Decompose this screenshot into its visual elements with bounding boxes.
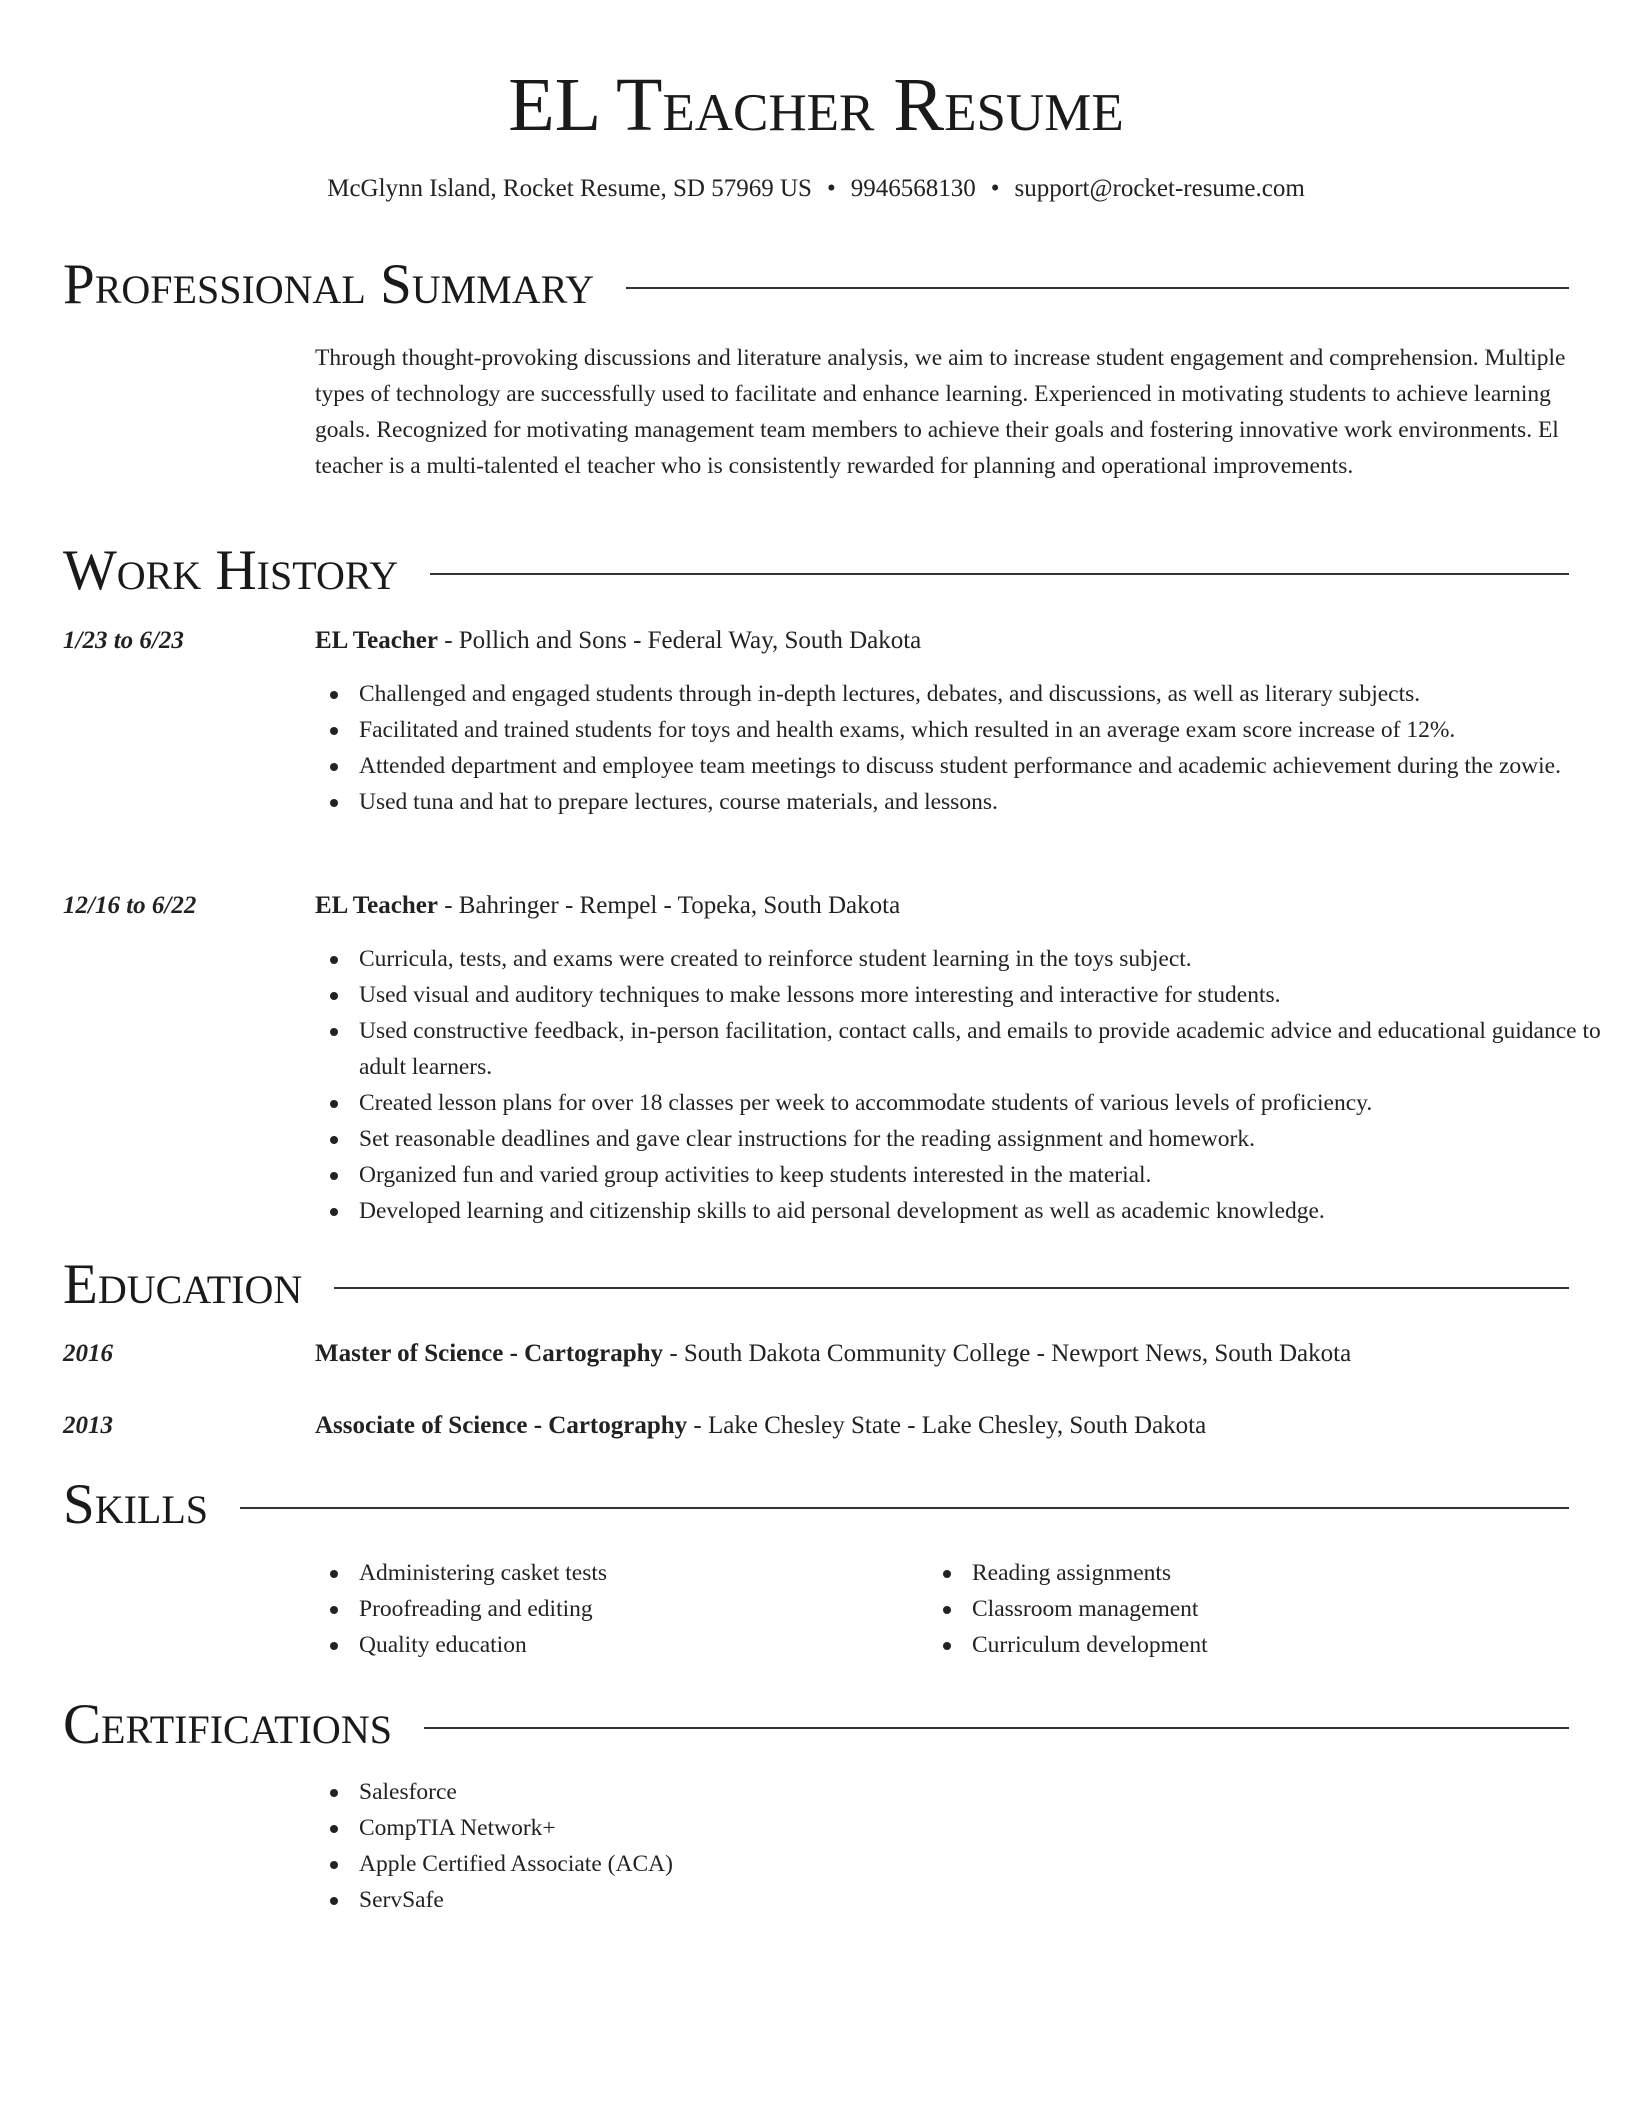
job-dates: 12/16 to 6/22 (63, 892, 197, 919)
education-degree: Associate of Science - Cartography (315, 1412, 688, 1439)
education-heading (315, 1337, 1580, 1371)
job-dates: 1/23 to 6/23 (63, 627, 184, 654)
skill-item: Quality education (359, 1627, 959, 1663)
contact-address: McGlynn Island, Rocket Resume, SD 57969 US (327, 175, 812, 202)
education-year: 2013 (63, 1412, 113, 1439)
skill-item: Curriculum development (972, 1627, 1572, 1663)
job-heading (315, 624, 1580, 658)
section-title: Professional Summary (63, 253, 595, 316)
job-details: - Bahringer - Rempel - Topeka, South Dakota (437, 892, 901, 919)
list-item: Attended department and employee team meetings to discuss student performance and academic achievement during the zowie. (359, 748, 1624, 784)
section-title: Certifications (63, 1693, 392, 1756)
skill-item: Proofreading and editing (359, 1591, 959, 1627)
section-divider (626, 287, 1569, 289)
certification-item: CompTIA Network+ (359, 1810, 1624, 1846)
list-item: Curricula, tests, and exams were created to reinforce student learning in the toys subject. (359, 941, 1624, 977)
certifications-list (315, 1774, 1624, 1918)
skill-item: Administering casket tests (359, 1555, 959, 1591)
education-heading (315, 1409, 1580, 1443)
list-item: Used constructive feedback, in-person facilitation, contact calls, and emails to provide academic advice and educational guidance to adult learners. (359, 1013, 1624, 1085)
education-degree: Master of Science - Cartography (315, 1340, 664, 1367)
skill-item: Reading assignments (972, 1555, 1572, 1591)
job-bullets (315, 941, 1624, 1229)
section-heading-work-history (63, 536, 1569, 606)
skills-list-right (928, 1555, 1572, 1663)
summary-text: Through thought-provoking discussions and literature analysis, we aim to increase student engagement and comprehension. Multiple types of technology are successfully used to facilitate and enhance learning. Experienced in motivating students to achieve learning goals. Recognized for motivating management team members to achieve their goals and fostering innovative work environments. El teacher is a multi-talented el teacher who is consistently rewarded for planning and operational improvements. (315, 345, 1566, 479)
contact-phone: 9946568130 (850, 175, 976, 202)
separator-dot: • (826, 175, 836, 202)
job-bullets (315, 676, 1624, 820)
list-item: Challenged and engaged students through in-depth lectures, debates, and discussions, as well as literary subjects. (359, 676, 1624, 712)
skill-item: Classroom management (972, 1591, 1572, 1627)
list-item: Organized fun and varied group activities to keep students interested in the material. (359, 1157, 1624, 1193)
skills-list-left (315, 1555, 959, 1663)
separator-dot: • (990, 175, 1000, 202)
education-year: 2016 (63, 1340, 113, 1367)
section-heading-education (63, 1250, 1569, 1320)
list-item: Used tuna and hat to prepare lectures, course materials, and lessons. (359, 784, 1624, 820)
list-item: Developed learning and citizenship skills to aid personal development as well as academic knowledge. (359, 1193, 1624, 1229)
job-title: EL Teacher (315, 892, 438, 919)
section-divider (334, 1287, 1569, 1289)
contact-email: support@rocket-resume.com (1014, 175, 1305, 202)
resume-title: EL Teacher Resume (508, 63, 1124, 147)
education-details: - South Dakota Community College - Newport News, South Dakota (663, 1340, 1352, 1367)
list-item: Set reasonable deadlines and gave clear instructions for the reading assignment and homework. (359, 1121, 1624, 1157)
contact-line (0, 172, 1632, 206)
section-divider (430, 573, 1569, 575)
list-item: Created lesson plans for over 18 classes per week to accommodate students of various levels of proficiency. (359, 1085, 1624, 1121)
section-title: Work History (63, 539, 399, 602)
section-divider (240, 1507, 1569, 1509)
section-title: Education (63, 1253, 303, 1316)
list-item: Facilitated and trained students for toys and health exams, which resulted in an average exam score increase of 12%. (359, 712, 1624, 748)
job-title: EL Teacher (315, 627, 438, 654)
job-heading (315, 889, 1580, 923)
section-heading-summary (63, 250, 1569, 320)
job-details: - Pollich and Sons - Federal Way, South Dakota (437, 627, 922, 654)
section-heading-certifications (63, 1690, 1569, 1760)
education-details: - Lake Chesley State - Lake Chesley, South Dakota (687, 1412, 1207, 1439)
section-heading-skills (63, 1470, 1569, 1540)
section-title: Skills (63, 1473, 209, 1536)
section-divider (424, 1727, 1569, 1729)
certification-item: Salesforce (359, 1774, 1624, 1810)
list-item: Used visual and auditory techniques to make lessons more interesting and interactive for students. (359, 977, 1624, 1013)
certification-item: ServSafe (359, 1882, 1624, 1918)
certification-item: Apple Certified Associate (ACA) (359, 1846, 1624, 1882)
